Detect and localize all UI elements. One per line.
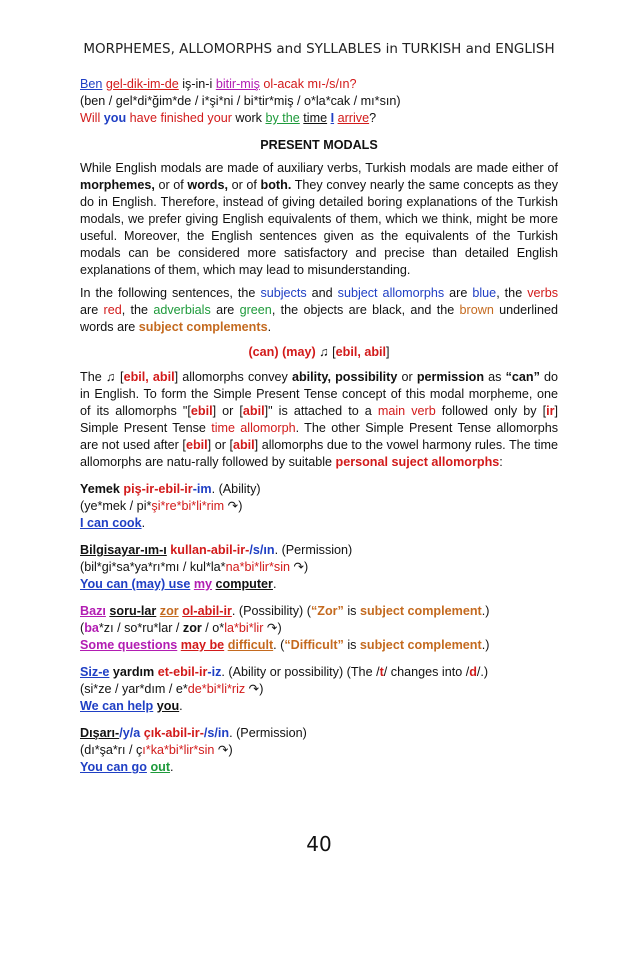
example-2-english: You can (may) use my computer. (80, 577, 277, 591)
word: gel-dik-im-de (105, 77, 179, 91)
paragraph-3: The ♫ [ebil, abil] allomorphs convey ability, possibility or permission as “can” do in English. To form the Simple Present Tense concept of this modal morpheme, one of its allomorphs "[ebil] or [abil]" is attached to a main verb followed only by [ir] Simple Present Tense time allomorph. The other Simple Present Tense allomorphs are not used after [ebil] or [abil] allomorphs due to the vowel harmony rules. The time allomorphs are natu-rally followed by suitable personal suject allomorphs: (80, 370, 559, 469)
page-body (80, 76, 558, 776)
example-3-syllables: (ba*zı / so*ru*lar / zor / o*la*bi*lir ↷) (80, 621, 282, 635)
word: your (207, 111, 232, 125)
paragraph-1: While English modals are made of auxiliary verbs, Turkish modals are made either of morphemes, or of words, or of both. They convey nearly the same concepts as they do in English. Therefore, instead of giving detailed boring explanations of the Turkish modals, we prefer giving English equivalents of them, which we think, might be more useful. Moreover, the English sentences given as the equivalents of the Turkish modals can be considered more satisfactory and precise than detailed English explanations of them, which may lead to misunderstanding. (80, 161, 558, 277)
intro-syllables: (ben / gel*di*ğim*de / i*şi*ni / bi*tir*miş / o*la*cak / mı*sın) (80, 94, 401, 108)
word: bitir-miş (215, 77, 260, 91)
word: Will (80, 111, 101, 125)
word: iş-in-i (182, 77, 213, 91)
example-5-english: You can go out. (80, 760, 174, 774)
example-2-syllables: (bil*gi*sa*ya*rı*mı / kul*la*na*bi*lir*sin ↷) (80, 560, 309, 574)
modal-heading: (can) (may) ♫ [ebil, abil] (248, 345, 390, 359)
page-number: 40 (306, 832, 332, 856)
word: by the (265, 111, 300, 125)
example-3-turkish: Bazı soru-lar zor ol-abil-ir. (Possibility) (“Zor” is subject complement.) (80, 604, 490, 618)
example-4-turkish: Siz-e yardım et-ebil-ir-iz. (Ability or possibility) (The /t/ changes into /d/.) (80, 665, 489, 679)
paragraph-2: In the following sentences, the subjects and subject allomorphs are blue, the verbs are red, the adverbials are green, the objects are black, and the brown underlined words are subject complements. (80, 286, 558, 334)
word: I (330, 111, 335, 125)
example-2-turkish: Bilgisayar-ım-ı kullan-abil-ir-/s/ın. (Permission) (80, 543, 353, 557)
example-1-syllables: (ye*mek / pi*şi*re*bi*li*rim ↷) (80, 499, 243, 513)
intro-english (80, 110, 558, 127)
word: ? (369, 111, 377, 125)
word: work (235, 111, 262, 125)
word: Ben (80, 77, 103, 91)
word: have finished (129, 111, 204, 125)
word: time (303, 111, 328, 125)
example-5-syllables: (dı*şa*rı / çı*ka*bi*lir*sin ↷) (80, 743, 233, 757)
section-title: PRESENT MODALS (260, 138, 378, 152)
word: arrive (337, 111, 370, 125)
example-3-english: Some questions may be difficult. (“Difficult” is subject complement.) (80, 638, 490, 652)
example-1-turkish: Yemek piş-ir-ebil-ir-im. (Ability) (80, 482, 261, 496)
example-4-syllables: (si*ze / yar*dım / e*de*bi*li*riz ↷) (80, 682, 264, 696)
example-5-turkish: Dışarı-/y/a çık-abil-ir-/s/in. (Permission) (80, 726, 307, 740)
example-1-english: I can cook. (80, 516, 146, 530)
example-4-english: We can help you. (80, 699, 183, 713)
word: you (103, 111, 127, 125)
running-header: MORPHEMES, ALLOMORPHS and SYLLABLES in TURKISH and ENGLISH (83, 41, 555, 57)
word: ol-acak (263, 77, 304, 91)
word: mı-/s/ın? (307, 77, 357, 91)
intro-turkish (80, 76, 558, 93)
